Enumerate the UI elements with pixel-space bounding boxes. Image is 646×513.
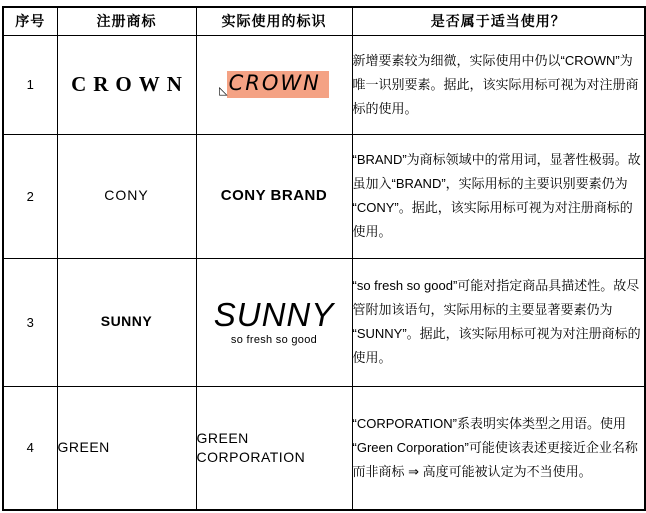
row-number: 1 (3, 35, 57, 134)
analysis-text: 新增要素较为细微，实际使用中仍以“CROWN”为唯一识别要素。据此，该实际用标可视为对注册商标的使用。 (352, 35, 645, 134)
registered-mark-cell (57, 258, 196, 386)
header-serial-number: 序号 (3, 7, 57, 35)
table-row (3, 258, 645, 386)
cony-registered-mark: CONY (104, 187, 149, 203)
crown-registered-logo: CROWN (71, 72, 189, 96)
registered-mark-cell (57, 386, 196, 510)
header-actual-mark: 实际使用的标识 (196, 7, 352, 35)
analysis-text: “CORPORATION”系表明实体类型之用语。使用“Green Corporation”可能使该表述更接近企业名称而非商标 ⇒ 高度可能被认定为不当使用。 (352, 386, 645, 510)
table-row (3, 134, 645, 258)
table-row (3, 386, 645, 510)
row-number: 4 (3, 386, 57, 510)
trademark-use-table (2, 6, 646, 511)
analysis-text: “so fresh so good”可能对指定商品具描述性。故尽管附加该语句，实际用标的主要显著要素仍为“SUNNY”。据此，该实际用标可视为对注册商标的使用。 (352, 258, 645, 386)
registered-mark-cell (57, 134, 196, 258)
table-row (3, 35, 645, 134)
header-registered-mark: 注册商标 (57, 7, 196, 35)
header-proper-use: 是否属于适当使用？ (352, 7, 645, 35)
triangle-icon: ◺ (219, 85, 228, 97)
actual-mark-cell (196, 386, 352, 510)
row-number: 2 (3, 134, 57, 258)
analysis-text: “BRAND”为商标领域中的常用词，显著性极弱。故虽加入“BRAND”，实际用标的主要识别要素仍为“CONY”。据此，该实际用标可视为对注册商标的使用。 (352, 134, 645, 258)
sunny-registered-mark: SUNNY (100, 313, 153, 329)
table-header-row (3, 7, 645, 35)
cony-brand-actual-mark: CONY BRAND (220, 187, 328, 204)
registered-mark-cell (57, 35, 196, 134)
actual-mark-cell (196, 134, 352, 258)
actual-mark-cell (196, 258, 352, 386)
crown-actual-logo: CROWN (227, 71, 329, 98)
sunny-tagline: so fresh so good (230, 334, 318, 347)
actual-mark-cell (196, 35, 352, 134)
green-registered-mark: GREEN (57, 439, 110, 456)
sunny-actual-logo: SUNNY (213, 295, 335, 333)
green-corporation-actual-mark: GREEN CORPORATION (196, 429, 306, 465)
row-number: 3 (3, 258, 57, 386)
